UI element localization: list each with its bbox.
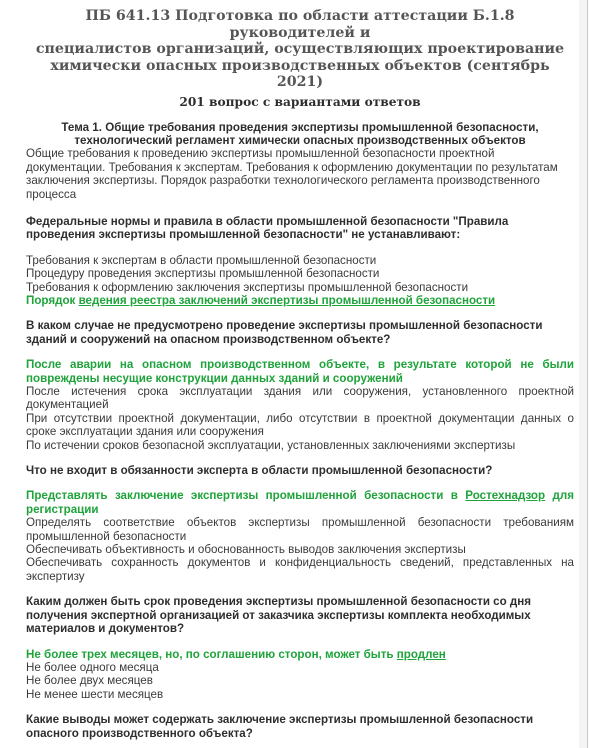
answer-option: Требования к экспертам в области промышленной безопасности [26,253,377,267]
correct-answer [26,294,574,307]
topic-title-line: технологический регламент химически опасных производственных объектов [74,133,526,147]
document-title [26,8,574,91]
answer-option: Обеспечивать объективность и обоснованность выводов заключения экспертизы [26,543,466,557]
answer-option: После истечения срока эксплуатации здания или сооружения, установленного проектной документацией [26,385,574,412]
question-text: Каким должен быть срок проведения экспертизы промышленной безопасности со дня получения экспертной организацией от заказчика экспертизы комплекта необходимых материалов и документов? [26,595,532,636]
document-content [26,8,574,740]
topic-description: Общие требования к проведению экспертизы промышленной безопасности проектной документации. Требования к экспертам. Требования к оформлению документации по результатам заключения экспертизы. Порядок разработки технологического регламента производственного процесса [26,147,558,201]
correct-answer-underlined: Ростехнадзор [465,489,546,503]
answer-option: Процедуру проведения экспертизы промышленной безопасности [26,267,380,281]
answer-option: Не менее шести месяцев [26,687,164,701]
correct-answer-prefix: Не более трех месяцев, но, по соглашению сторон, может быть [26,647,397,661]
answer-list [26,648,574,702]
question-text: Федеральные нормы и правила в области промышленной безопасности "Правила проведения экспертизы промышленной безопасности" не устанавливают: [26,214,509,242]
document-title-line: химически опасных производственных объектов (сентябрь 2021) [50,57,550,90]
document-title-line: ПБ 641.13 Подготовка по области аттестации Б.1.8 руководителей и [85,8,515,41]
correct-answer [26,648,574,661]
document-subtitle: 201 вопрос с вариантами ответов [179,94,421,109]
answer-option: Обеспечивать сохранность документов и конфиденциальность сведений, представленных на экспертизу [26,556,574,583]
question-text: В каком случае не предусмотрено проведение экспертизы промышленной безопасности зданий и сооружений на опасном производственном объекте? [26,319,543,346]
question-text: Какие выводы может содержать заключение экспертизы промышленной безопасности опасного производственного объекта? [26,713,534,740]
page-edge [579,0,587,748]
answer-list [26,358,574,452]
answer-option: При отсутствии проектной документации, либо отсутствии в проектной документации данных о сроке эксплуатации здания или сооружения [26,411,574,439]
topic-title [26,121,574,148]
answer-option: Определять соответствие объектов экспертизы промышленной безопасности требованиям промышленной безопасности [26,516,574,543]
correct-answer [26,489,574,516]
question-text: Что не входит в обязанности эксперта в области промышленной безопасности? [26,464,493,478]
answer-list [26,254,574,308]
correct-answer-underlined: продлен [396,647,446,661]
answer-list [26,489,574,583]
document-title-line: специалистов организаций, осуществляющих проектирование [35,41,565,57]
topic-title-line: Тема 1. Общие требования проведения экспертизы промышленной безопасности, [61,120,539,134]
correct-answer-prefix: Представлять заключение экспертизы промышленной безопасности в [26,489,466,503]
answer-option: Не более двух месяцев [26,674,153,688]
answer-option: Не более одного месяца [26,660,159,674]
correct-answer-suffix: для регистрации [26,489,574,516]
correct-answer-prefix: Порядок [26,293,79,307]
answer-option: По истечении сроков безопасной эксплуатации, установленных заключениями экспертизы [26,438,516,452]
correct-answer: После аварии на опасном производственном объекте, в результате которой не были повреждены несущие конструкции данных зданий и сооружений [26,358,574,385]
answer-option: Требования к оформлению заключения экспертизы промышленной безопасности [26,280,469,294]
correct-answer-underlined: ведения реестра заключений экспертизы промышленной безопасности [78,293,496,307]
